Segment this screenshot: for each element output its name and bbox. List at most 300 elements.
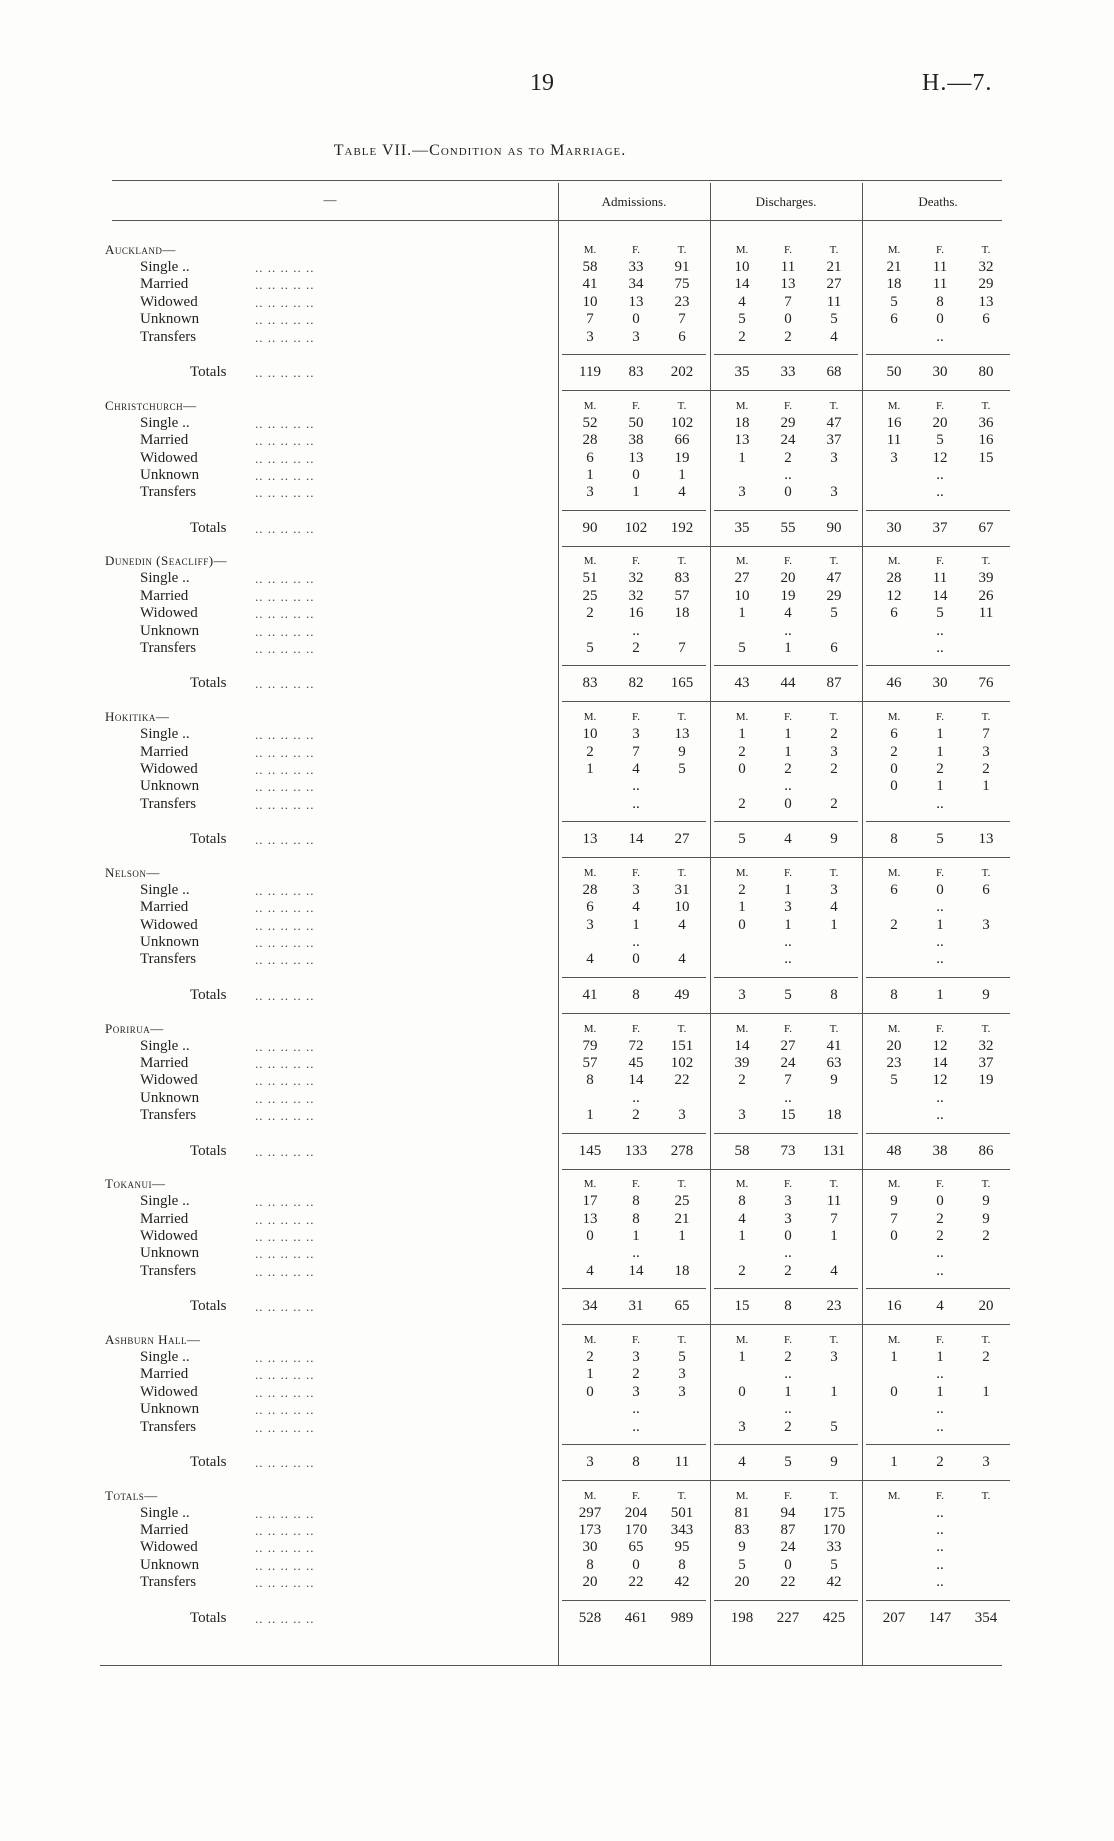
table-cell: 3 [738, 1107, 746, 1124]
table-cell: 41 [826, 1037, 842, 1054]
leader-dots: .. .. .. .. .. [255, 779, 315, 795]
table-cell: .. [936, 899, 944, 916]
table-cell: 2 [738, 881, 746, 898]
totals-rule-deaths [866, 665, 1010, 666]
row-label-widowed: Widowed [140, 1228, 198, 1244]
table-cell: 20 [734, 1574, 750, 1591]
row-label-married: Married [140, 1054, 189, 1071]
leader-dots: .. .. .. .. .. [255, 329, 315, 345]
table-cell: .. [936, 622, 944, 639]
table-cell: 15 [780, 1107, 796, 1124]
row-label-widowed: Widowed [140, 760, 198, 777]
totals-cell: 35 [734, 519, 750, 536]
totals-cell: 207 [882, 1609, 906, 1626]
table-cell: 14 [932, 587, 948, 604]
table-cell: 5 [738, 1556, 746, 1573]
table-cell: 6 [586, 449, 594, 466]
column-subhead: F. [784, 1489, 792, 1502]
table-cell: 4 [586, 1262, 594, 1279]
column-subhead: F. [784, 555, 792, 568]
table-cell: .. [632, 1245, 640, 1262]
row-label-single: Single .. [140, 570, 190, 587]
column-subhead: T. [677, 866, 687, 879]
totals-cell: 227 [776, 1609, 800, 1626]
table-cell: 1 [632, 1228, 640, 1244]
totals-rule-deaths [866, 1444, 1010, 1445]
table-cell: 75 [674, 276, 690, 293]
totals-cell: 202 [670, 364, 694, 380]
totals-cell: 131 [822, 1142, 846, 1159]
totals-cell: 87 [826, 675, 842, 692]
table-cell: 7 [784, 1072, 792, 1089]
table-cell: 18 [734, 414, 750, 431]
table-cell: 7 [678, 311, 686, 328]
column-subhead: M. [735, 555, 749, 568]
table-cell: 4 [784, 605, 792, 622]
table-cell: 5 [678, 1348, 686, 1365]
table-cell: 5 [738, 640, 746, 656]
totals-cell: 165 [670, 675, 694, 692]
column-subhead: F. [632, 1489, 640, 1502]
table-cell: 0 [738, 1383, 746, 1400]
totals-rule-admissions [562, 821, 706, 822]
table-cell: 3 [678, 1383, 686, 1400]
column-subhead: T. [677, 244, 687, 256]
table-cell: 36 [978, 414, 994, 431]
totals-cell: 354 [974, 1609, 998, 1626]
column-subhead: F. [936, 711, 944, 724]
totals-cell: 8 [632, 1453, 640, 1470]
row-label-transfers: Transfers [140, 795, 197, 812]
table-cell: 0 [936, 1193, 944, 1210]
table-cell: 20 [582, 1574, 598, 1591]
table-cell: 1 [830, 1383, 838, 1400]
table-cell: 1 [632, 484, 640, 501]
totals-cell: 4 [738, 1453, 746, 1470]
table-cell: 63 [826, 1054, 842, 1071]
column-subhead: T. [981, 1178, 991, 1191]
table-cell: 47 [826, 570, 842, 587]
totals-rule-discharges [714, 510, 858, 511]
table-cell: .. [784, 1366, 792, 1383]
column-subhead: M. [735, 1333, 749, 1346]
leader-dots: .. .. .. .. .. [255, 796, 315, 812]
column-subhead: F. [936, 1022, 944, 1035]
section-heading: Tokanui— [105, 1176, 166, 1192]
table-cell: 6 [982, 881, 990, 898]
column-subhead: T. [981, 1333, 991, 1346]
totals-cell: 58 [734, 1142, 750, 1159]
table-cell: 29 [826, 587, 842, 604]
table-cell: 1 [936, 778, 944, 795]
totals-cell: 5 [784, 986, 792, 1003]
table-cell: .. [936, 1366, 944, 1383]
totals-rule-admissions [562, 1288, 706, 1289]
table-cell: 0 [890, 1228, 898, 1244]
leader-dots: .. .. .. .. .. [255, 606, 315, 622]
table-cell: 11 [932, 259, 948, 275]
table-cell: 2 [982, 760, 990, 777]
table-cell: 8 [586, 1556, 594, 1573]
table-cell: 24 [780, 432, 796, 449]
title-dash: — [412, 142, 430, 159]
totals-cell: 38 [932, 1142, 948, 1159]
table-cell: 102 [670, 414, 694, 431]
leader-dots: .. .. .. .. .. [255, 260, 315, 275]
column-subhead: M. [583, 555, 597, 568]
row-label-married: Married [140, 1522, 189, 1538]
table-cell: 38 [628, 432, 644, 449]
row-label-unknown: Unknown [140, 934, 200, 950]
leader-dots: .. .. .. .. .. [255, 1349, 315, 1365]
table-cell: .. [632, 795, 640, 812]
totals-cell: 8 [890, 831, 898, 848]
row-label-single: Single .. [140, 881, 190, 898]
table-cell: 28 [886, 570, 902, 587]
table-cell: 9 [738, 1539, 746, 1556]
table-cell: 2 [738, 328, 746, 345]
table-cell: 1 [586, 1366, 594, 1383]
column-subhead: F. [632, 555, 640, 568]
table-cell: 14 [932, 1054, 948, 1071]
totals-cell: 8 [632, 986, 640, 1003]
table-cell: .. [936, 1539, 944, 1556]
leader-dots: .. .. .. .. .. [255, 1194, 315, 1210]
totals-cell: 4 [784, 831, 792, 848]
table-cell: 1 [784, 640, 792, 656]
table-cell: .. [784, 934, 792, 950]
table-bottom-rule [100, 1665, 1002, 1666]
table-cell: 27 [734, 570, 750, 587]
table-cell: 3 [982, 743, 990, 760]
table-cell: 1 [678, 1228, 686, 1244]
table-cell: .. [784, 951, 792, 968]
table-cell: 3 [830, 1348, 838, 1365]
totals-under-rule [562, 1169, 1010, 1170]
table-cell: 22 [674, 1072, 690, 1089]
leader-dots: .. .. .. .. .. [255, 1229, 315, 1244]
table-cell: 7 [678, 640, 686, 656]
table-cell: 42 [826, 1574, 842, 1591]
table-cell: 2 [784, 328, 792, 345]
leader-dots: .. .. .. .. .. [255, 1523, 315, 1538]
leader-dots: .. .. .. .. .. [255, 1246, 315, 1262]
column-subhead: T. [981, 399, 991, 412]
totals-cell: 46 [886, 675, 902, 692]
column-subhead: M. [735, 866, 749, 879]
column-subhead: M. [887, 1178, 901, 1191]
section-heading: Totals— [105, 1487, 158, 1503]
leader-dots: .. .. .. .. .. [255, 1038, 315, 1054]
totals-rule-admissions [562, 665, 706, 666]
table-cell: .. [632, 1401, 640, 1418]
column-subhead: F. [632, 1333, 640, 1346]
totals-cell: 30 [886, 519, 902, 536]
section-heading: Porirua— [105, 1020, 164, 1036]
table-cell: 2 [632, 1107, 640, 1124]
table-cell: 11 [886, 432, 902, 449]
table-cell: 4 [678, 484, 686, 501]
table-cell: 1 [784, 743, 792, 760]
table-cell: 1 [784, 916, 792, 933]
page-number: 19 [530, 70, 554, 96]
totals-cell: 37 [932, 519, 948, 536]
table-cell: 2 [738, 1072, 746, 1089]
leader-dots: .. .. .. .. .. [255, 1402, 315, 1418]
column-subhead: T. [829, 866, 839, 879]
column-subhead: F. [784, 1178, 792, 1191]
row-label-married: Married [140, 1210, 189, 1227]
table-cell: 0 [784, 311, 792, 328]
table-top-rule [112, 180, 1002, 181]
column-subhead: T. [981, 1489, 991, 1502]
table-cell: 6 [830, 640, 838, 656]
leader-dots: .. .. .. .. .. [255, 1367, 315, 1383]
totals-cell: 23 [826, 1298, 842, 1315]
row-label-married: Married [140, 743, 189, 760]
table-cell: 14 [734, 276, 750, 293]
totals-rule-admissions [562, 1444, 706, 1445]
column-subhead: F. [632, 866, 640, 879]
table-cell: 1 [936, 726, 944, 743]
table-cell: 1 [586, 760, 594, 777]
totals-cell: 35 [734, 364, 750, 380]
table-cell: 501 [670, 1504, 694, 1521]
table-cell: 0 [632, 311, 640, 328]
totals-rule-discharges [714, 1444, 858, 1445]
totals-cell: 90 [826, 519, 842, 536]
totals-rule-admissions [562, 1600, 706, 1601]
table-cell: 21 [886, 259, 902, 275]
table-cell: 1 [738, 449, 746, 466]
totals-rule-deaths [866, 977, 1010, 978]
table-cell: 2 [586, 1348, 594, 1365]
table-cell: 6 [890, 605, 898, 622]
totals-rule-discharges [714, 665, 858, 666]
table-cell: 9 [830, 1072, 838, 1089]
totals-label: Totals [190, 364, 227, 380]
table-cell: 2 [586, 743, 594, 760]
leader-dots: .. .. .. .. .. [255, 1384, 315, 1400]
table-cell: .. [936, 1401, 944, 1418]
totals-cell: 30 [932, 675, 948, 692]
leader-dots: .. .. .. .. .. [255, 676, 315, 692]
table-cell: 20 [886, 1037, 902, 1054]
column-subhead: M. [735, 399, 749, 412]
table-cell: 4 [830, 899, 838, 916]
table-cell: 3 [830, 484, 838, 501]
table-cell: 1 [586, 466, 594, 483]
leader-dots: .. .. .. .. .. [255, 987, 315, 1003]
totals-cell: 9 [830, 1453, 838, 1470]
totals-cell: 83 [582, 675, 598, 692]
table-cell: 21 [826, 259, 842, 275]
table-cell: 0 [632, 1556, 640, 1573]
totals-cell: 44 [780, 675, 796, 692]
leader-dots: .. .. .. .. .. [255, 623, 315, 639]
table-cell: 2 [738, 795, 746, 812]
header-bottom-rule [112, 220, 1002, 221]
table-cell: 4 [632, 760, 640, 777]
table-cell: 343 [670, 1522, 694, 1538]
leader-dots: .. .. .. .. .. [255, 365, 315, 380]
totals-cell: 82 [628, 675, 644, 692]
leader-dots: .. .. .. .. .. [255, 1073, 315, 1089]
table-cell: 51 [582, 570, 598, 587]
totals-cell: 65 [674, 1298, 690, 1315]
table-cell: 2 [982, 1348, 990, 1365]
table-cell: 1 [738, 605, 746, 622]
row-label-widowed: Widowed [140, 449, 198, 466]
table-cell: 23 [674, 293, 690, 310]
table-cell: 4 [738, 293, 746, 310]
table-cell: 9 [678, 743, 686, 760]
table-cell: 5 [586, 640, 594, 656]
totals-rule-deaths [866, 354, 1010, 355]
table-cell: 57 [674, 587, 690, 604]
table-cell: 2 [632, 640, 640, 656]
totals-under-rule [562, 546, 1010, 547]
table-cell: 0 [936, 311, 944, 328]
leader-dots: .. .. .. .. .. [255, 571, 315, 587]
row-label-unknown: Unknown [140, 311, 200, 328]
row-label-single: Single .. [140, 726, 190, 743]
table-cell: 39 [734, 1054, 750, 1071]
column-subhead: T. [829, 399, 839, 412]
row-label-unknown: Unknown [140, 1089, 200, 1106]
table-cell: .. [936, 1504, 944, 1521]
table-cell: 3 [586, 328, 594, 345]
totals-rule-discharges [714, 1600, 858, 1601]
table-cell: .. [784, 1401, 792, 1418]
column-subhead: M. [887, 399, 901, 412]
table-cell: 1 [830, 916, 838, 933]
leader-dots: .. .. .. .. .. [255, 450, 315, 466]
table-cell: 4 [830, 328, 838, 345]
table-cell: 12 [932, 1037, 948, 1054]
totals-cell: 50 [886, 364, 902, 380]
totals-cell: 8 [784, 1298, 792, 1315]
table-cell: 11 [932, 276, 948, 293]
totals-under-rule [562, 701, 1010, 702]
table-cell: 0 [586, 1228, 594, 1244]
column-subhead: F. [936, 866, 944, 879]
totals-rule-admissions [562, 354, 706, 355]
table-cell: 10 [674, 899, 690, 916]
totals-cell: 11 [674, 1453, 690, 1470]
table-cell: 91 [674, 259, 690, 275]
table-cell: 32 [628, 587, 644, 604]
table-cell: 4 [632, 899, 640, 916]
separator-discharges-deaths [862, 183, 863, 1665]
table-cell: 52 [582, 414, 598, 431]
table-cell: 5 [936, 432, 944, 449]
table-cell: 5 [738, 311, 746, 328]
totals-rule-deaths [866, 1288, 1010, 1289]
table-cell: .. [936, 640, 944, 656]
column-subhead: F. [632, 711, 640, 724]
table-cell: 16 [628, 605, 644, 622]
totals-rule-discharges [714, 977, 858, 978]
table-cell: 3 [586, 916, 594, 933]
column-subhead: T. [981, 244, 991, 256]
table-cell: 18 [674, 605, 690, 622]
totals-rule-discharges [714, 1133, 858, 1134]
column-subhead: F. [936, 244, 944, 256]
table-cell: 3 [890, 449, 898, 466]
table-cell: 95 [674, 1539, 690, 1556]
table-cell: 4 [830, 1262, 838, 1279]
table-cell: 13 [734, 432, 750, 449]
column-subhead: M. [583, 1022, 597, 1035]
column-subhead: T. [677, 711, 687, 724]
leader-dots: .. .. .. .. .. [255, 467, 315, 483]
totals-cell: 5 [784, 1453, 792, 1470]
table-cell: 1 [890, 1348, 898, 1365]
table-cell: 18 [826, 1107, 842, 1124]
table-cell: 11 [826, 293, 842, 310]
column-subhead: F. [784, 711, 792, 724]
table-cell: 3 [830, 743, 838, 760]
table-cell: 83 [734, 1522, 750, 1538]
table-cell: 2 [830, 795, 838, 812]
totals-cell: 30 [932, 364, 948, 380]
table-cell: 2 [784, 760, 792, 777]
leader-dots: .. .. .. .. .. [255, 1540, 315, 1556]
column-subhead: T. [829, 1489, 839, 1502]
table-cell: 32 [978, 259, 994, 275]
leader-dots: .. .. .. .. .. [255, 917, 315, 933]
table-cell: 3 [784, 1193, 792, 1210]
totals-cell: 43 [734, 675, 750, 692]
table-cell: 3 [738, 484, 746, 501]
leader-dots: .. .. .. .. .. [255, 1575, 315, 1591]
leader-dots: .. .. .. .. .. [255, 1263, 315, 1279]
table-cell: 0 [784, 484, 792, 501]
leader-dots: .. .. .. .. .. [255, 520, 315, 536]
table-cell: 13 [582, 1210, 598, 1227]
table-cell: 0 [632, 466, 640, 483]
leader-dots: .. .. .. .. .. [255, 1143, 315, 1159]
table-cell: 25 [674, 1193, 690, 1210]
table-cell: 2 [890, 743, 898, 760]
totals-label: Totals [190, 519, 227, 536]
totals-label: Totals [190, 986, 227, 1003]
column-subhead: T. [677, 1489, 687, 1502]
table-cell: 170 [822, 1522, 846, 1538]
label-column-header: — [323, 192, 337, 207]
row-label-unknown: Unknown [140, 1245, 200, 1262]
row-label-single: Single .. [140, 1193, 190, 1210]
totals-cell: 14 [628, 831, 644, 848]
row-label-married: Married [140, 1366, 189, 1383]
totals-cell: 16 [886, 1298, 902, 1315]
leader-dots: .. .. .. .. .. [255, 1505, 315, 1521]
row-label-unknown: Unknown [140, 1401, 200, 1418]
column-subhead: F. [632, 1022, 640, 1035]
table-cell: 12 [932, 1072, 948, 1089]
column-subhead: T. [829, 1333, 839, 1346]
column-subhead: F. [784, 1022, 792, 1035]
totals-cell: 133 [624, 1142, 648, 1159]
table-cell: 102 [670, 1054, 694, 1071]
column-subhead: F. [936, 1178, 944, 1191]
row-label-unknown: Unknown [140, 622, 200, 639]
table-cell: 2 [784, 1348, 792, 1365]
table-cell: .. [784, 466, 792, 483]
discharges-header: Discharges. [755, 194, 817, 209]
table-cell: 94 [780, 1504, 796, 1521]
